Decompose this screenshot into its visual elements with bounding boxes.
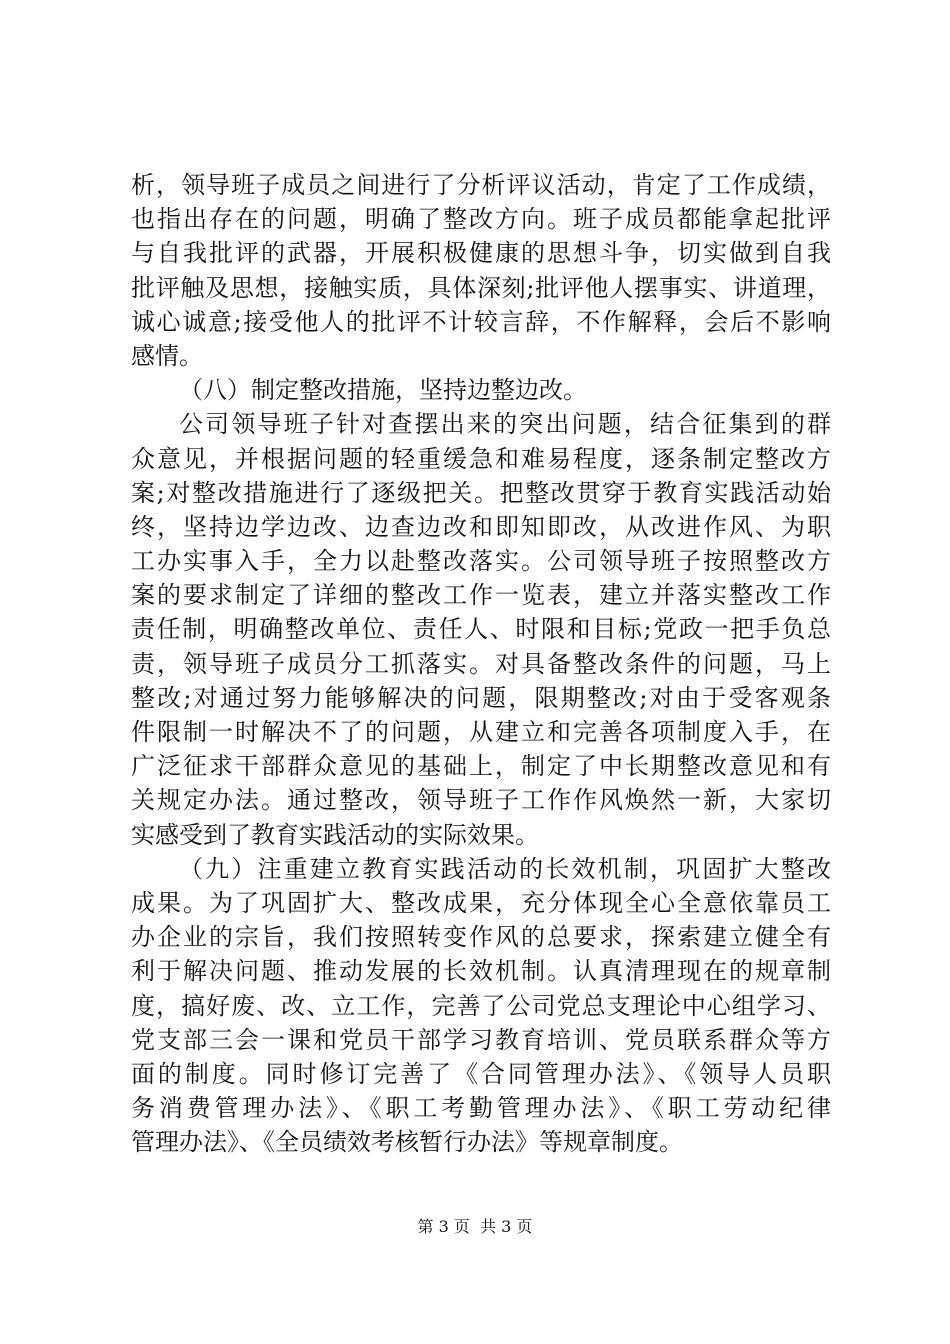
document-body [131,168,831,1159]
text-line: 终，坚持边学边改、边查边改和即知即改，从改进作风、为职 [131,512,831,541]
text-line: 案;对整改措施进行了逐级把关。把整改贯穿于教育实践活动始 [131,478,831,507]
text-line: 整改;对通过努力能够解决的问题，限期整改;对由于受客观条 [131,683,831,712]
text-line: 感情。 [131,341,203,370]
page-footer [0,1216,950,1238]
text-line: 公司领导班子针对查摆出来的突出问题，结合征集到的群 [179,410,831,439]
text-line: 批评触及思想，接触实质，具体深刻;批评他人摆事实、讲道理， [131,273,831,302]
text-line: 管理办法》、《全员绩效考核暂行办法》等规章制度。 [131,1128,683,1157]
text-line: 责任制，明确整改单位、责任人、时限和目标;党政一把手负总 [131,615,831,644]
text-line: 利于解决问题、推动发展的长效机制。认真清理现在的规章制 [131,957,831,986]
text-line: 度，搞好废、改、立工作，完善了公司党总支理论中心组学习、 [131,991,831,1020]
text-line: 关规定办法。通过整改，领导班子工作作风焕然一新，大家切 [131,786,831,815]
text-line: 广泛征求干部群众意见的基础上，制定了中长期整改意见和有 [131,752,831,781]
text-line: 党支部三会一课和党员干部学习教育培训、党员联系群众等方 [131,1025,831,1054]
page-number-label: 第 3 页 共 3 页 [417,1217,533,1236]
text-line: 众意见，并根据问题的轻重缓急和难易程度，逐条制定整改方 [131,444,831,473]
text-line: 诚心诚意;接受他人的批评不计较言辞，不作解释，会后不影响 [131,307,831,336]
text-line: 析，领导班子成员之间进行了分析评议活动，肯定了工作成绩， [131,171,831,199]
text-line: 案的要求制定了详细的整改工作一览表，建立并落实整改工作 [131,581,831,610]
text-line: 务消费管理办法》、《职工考勤管理办法》、《职工劳动纪律 [131,1094,831,1123]
section-heading-8: （八）制定整改措施，坚持边整边改。 [179,376,587,405]
section-heading-9: （九）注重建立教育实践活动的长效机制，巩固扩大整改 [179,854,831,883]
text-line: 与自我批评的武器，开展积极健康的思想斗争，切实做到自我 [131,239,831,268]
text-line: 办企业的宗旨，我们按照转变作风的总要求，探索建立健全有 [131,923,831,952]
text-line: 责，领导班子成员分工抓落实。对具备整改条件的问题，马上 [131,649,831,678]
text-line: 件限制一时解决不了的问题，从建立和完善各项制度入手，在 [131,718,831,746]
text-line: 成果。为了巩固扩大、整改成果，充分体现全心全意依靠员工 [131,888,831,917]
text-line: 也指出存在的问题，明确了整改方向。班子成员都能拿起批评 [131,205,831,234]
text-line: 工办实事入手，全力以赴整改落实。公司领导班子按照整改方 [131,547,831,576]
text-line: 实感受到了教育实践活动的实际效果。 [131,820,539,849]
text-line: 面的制度。同时修订完善了《合同管理办法》、《领导人员职 [131,1059,831,1088]
